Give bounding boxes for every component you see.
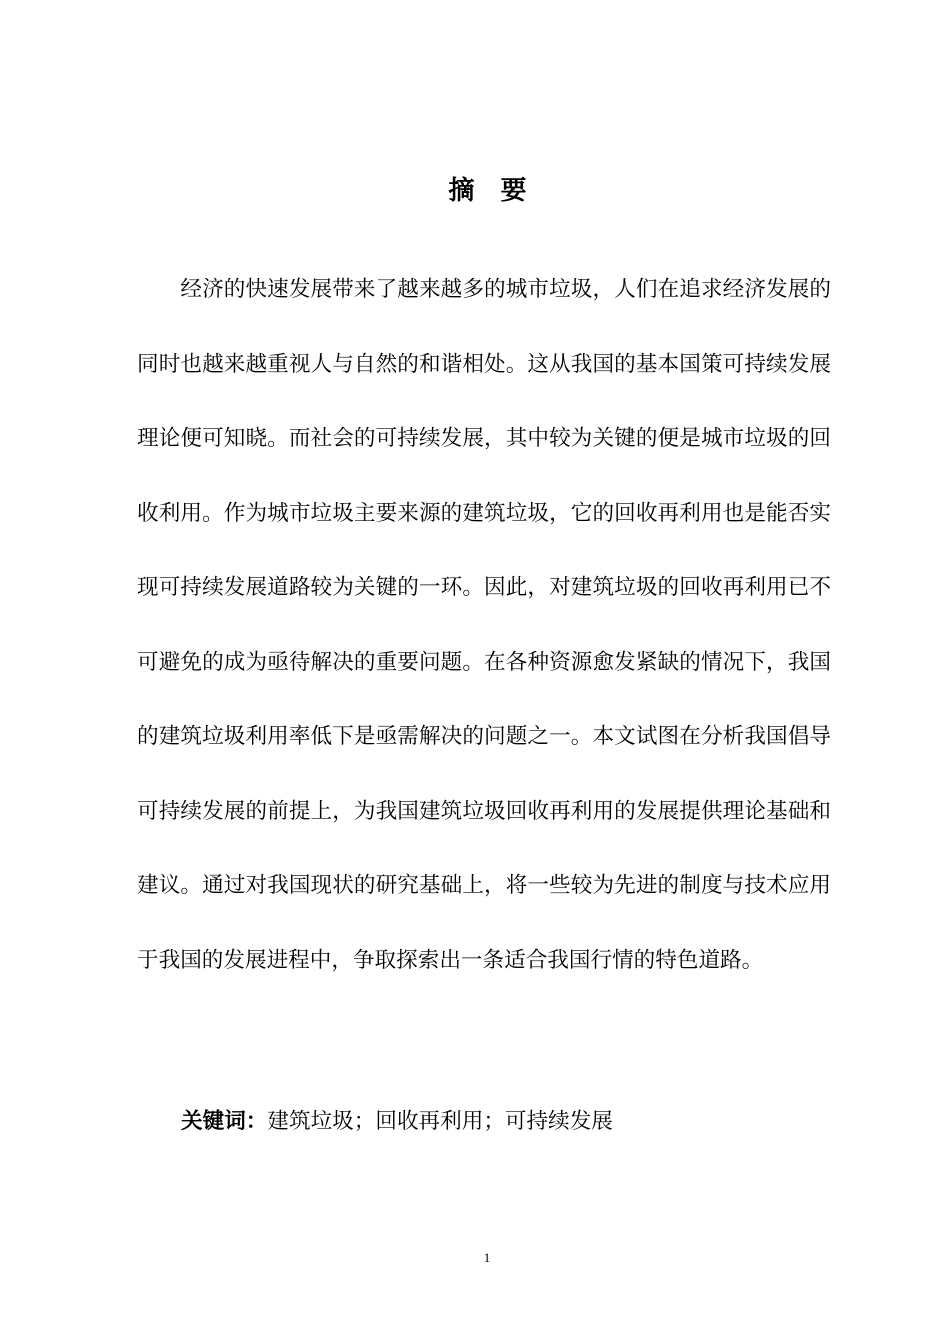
keywords-text: 建筑垃圾；回收再利用；可持续发展	[267, 1109, 613, 1134]
abstract-title-part2: 要	[500, 176, 527, 206]
page-number: 1	[483, 1250, 491, 1265]
abstract-title-part1: 摘	[448, 176, 475, 206]
keywords-label: 关键词：	[181, 1109, 268, 1134]
abstract-title	[0, 166, 950, 216]
abstract-body: 经济的快速发展带来了越来越多的城市垃圾，人们在追求经济发展的同时也越来越重视人与自然的和谐相处。这从我国的基本国策可持续发展理论便可知晓。而社会的可持续发展，其中较为关键的便是城市垃圾的回收利用。作为城市垃圾主要来源的建筑垃圾，它的回收再利用也是能否实现可持续发展道路较为关键的一环。因此，对建筑垃圾的回收再利用已不可避免的成为亟待解决的重要问题。在各种资源愈发紧缺的情况下，我国的建筑垃圾利用率低下是亟需解决的问题之一。本文试图在分析我国倡导可持续发展的前提上，为我国建筑垃圾回收再利用的发展提供理论基础和建议。通过对我国现状的研究基础上，将一些较为先进的制度与技术应用于我国的发展进程中，争取探索出一条适合我国行情的特色道路。	[137, 277, 831, 973]
keywords-line	[181, 1100, 831, 1144]
